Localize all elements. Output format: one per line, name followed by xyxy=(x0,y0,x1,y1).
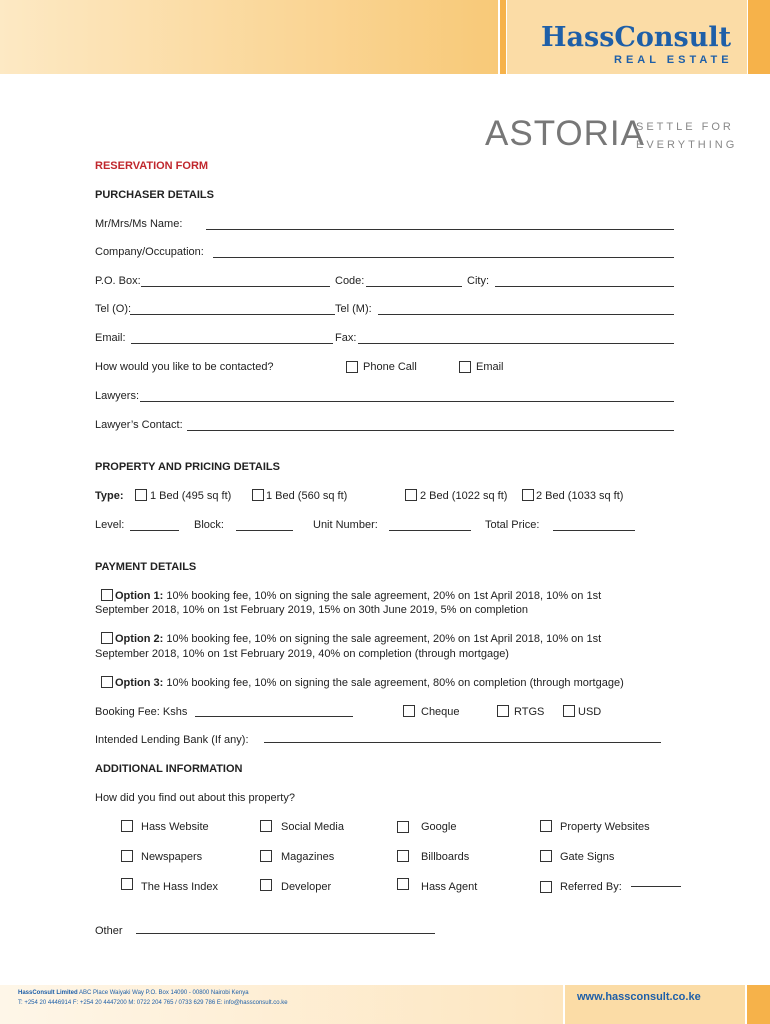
tel-office-label: Tel (O): xyxy=(95,303,132,315)
hass-agent-checkbox[interactable] xyxy=(397,878,409,890)
footer-website-link[interactable]: www.hassconsult.co.ke xyxy=(577,991,701,1003)
type-2bed-1022-checkbox[interactable] xyxy=(405,489,417,501)
type-1bed-560-checkbox[interactable] xyxy=(252,489,264,501)
company-field[interactable] xyxy=(213,257,674,258)
booking-fee-label: Booking Fee: Kshs xyxy=(95,706,188,718)
lawyers-label: Lawyers: xyxy=(95,390,140,402)
option-1-text xyxy=(115,590,601,603)
tel-mobile-field[interactable] xyxy=(378,314,674,315)
option-1-line-2: September 2018, 10% on 1st February 2019, 15% on 30th June 2019, 5% on completion xyxy=(95,604,528,616)
google-checkbox[interactable] xyxy=(397,821,409,833)
magazines-label: Magazines xyxy=(281,851,335,863)
lending-bank-label: Intended Lending Bank (If any): xyxy=(95,734,249,746)
hass-index-checkbox[interactable] xyxy=(121,878,133,890)
header-accent xyxy=(500,0,506,74)
additional-heading: ADDITIONAL INFORMATION xyxy=(95,763,243,775)
lawyers-field[interactable] xyxy=(140,401,674,402)
hass-website-label: Hass Website xyxy=(141,821,209,833)
astoria-logo: ASTORIA xyxy=(485,114,646,153)
footer-address-line xyxy=(18,990,249,996)
header-band xyxy=(0,0,498,74)
usd-label: USD xyxy=(578,706,602,718)
rtgs-checkbox[interactable] xyxy=(497,705,509,717)
email-contact-checkbox[interactable] xyxy=(459,361,471,373)
lending-bank-field[interactable] xyxy=(264,742,661,743)
option-1-line-1: 10% booking fee, 10% on signing the sale agreement, 20% on 1st April 2018, 10% on 1st xyxy=(163,590,602,602)
level-label: Level: xyxy=(95,519,125,531)
referred-by-checkbox[interactable] xyxy=(540,881,552,893)
unit-number-field[interactable] xyxy=(389,530,471,531)
booking-fee-field[interactable] xyxy=(195,716,353,717)
unit-number-label: Unit Number: xyxy=(313,519,378,531)
total-price-label: Total Price: xyxy=(485,519,540,531)
option-3-line-1: 10% booking fee, 10% on signing the sale agreement, 80% on completion (through mortgage) xyxy=(163,677,624,689)
option-2-text xyxy=(115,633,601,646)
purchaser-heading: PURCHASER DETAILS xyxy=(95,189,214,201)
billboards-checkbox[interactable] xyxy=(397,850,409,862)
property-websites-label: Property Websites xyxy=(560,821,650,833)
header-accent-right xyxy=(748,0,770,74)
type-1bed-560-label: 1 Bed (560 sq ft) xyxy=(266,490,348,502)
company-logo-subtitle: REAL ESTATE xyxy=(614,54,733,66)
footer-contacts: T: +254 20 4446914 F: +254 20 4447200 M: 0722 204 765 / 0733 629 786 E: info@hassconsult.co.ke xyxy=(18,1000,288,1006)
fax-field[interactable] xyxy=(358,343,674,344)
cheque-label: Cheque xyxy=(421,706,460,718)
email-label: Email: xyxy=(95,332,126,344)
contact-question: How would you like to be contacted? xyxy=(95,361,274,373)
hass-index-label: The Hass Index xyxy=(141,881,219,893)
po-box-label: P.O. Box: xyxy=(95,275,141,287)
payment-heading: PAYMENT DETAILS xyxy=(95,561,197,573)
phone-call-label: Phone Call xyxy=(363,361,417,373)
phone-call-checkbox[interactable] xyxy=(346,361,358,373)
social-media-checkbox[interactable] xyxy=(260,820,272,832)
option-2-line-2: September 2018, 10% on 1st February 2019, 40% on completion (through mortgage) xyxy=(95,648,509,660)
magazines-checkbox[interactable] xyxy=(260,850,272,862)
po-box-field[interactable] xyxy=(141,286,330,287)
tel-mobile-label: Tel (M): xyxy=(335,303,372,315)
gate-signs-checkbox[interactable] xyxy=(540,850,552,862)
form-title: RESERVATION FORM xyxy=(95,160,209,172)
city-field[interactable] xyxy=(495,286,674,287)
developer-label: Developer xyxy=(281,881,332,893)
name-label: Mr/Mrs/Ms Name: xyxy=(95,218,183,230)
source-question: How did you find out about this property? xyxy=(95,792,295,804)
google-label: Google xyxy=(421,821,457,833)
option-1-checkbox[interactable] xyxy=(101,589,113,601)
newspapers-label: Newspapers xyxy=(141,851,203,863)
option-3-label: Option 3: xyxy=(115,677,164,689)
name-field[interactable] xyxy=(206,229,674,230)
property-websites-checkbox[interactable] xyxy=(540,820,552,832)
gate-signs-label: Gate Signs xyxy=(560,851,615,863)
type-2bed-1022-label: 2 Bed (1022 sq ft) xyxy=(420,490,508,502)
block-label: Block: xyxy=(194,519,224,531)
type-2bed-1033-label: 2 Bed (1033 sq ft) xyxy=(536,490,624,502)
tel-office-field[interactable] xyxy=(130,314,335,315)
email-contact-label: Email xyxy=(476,361,504,373)
option-2-label: Option 2: xyxy=(115,633,164,645)
type-2bed-1033-checkbox[interactable] xyxy=(522,489,534,501)
email-field[interactable] xyxy=(131,343,333,344)
rtgs-label: RTGS xyxy=(514,706,545,718)
level-field[interactable] xyxy=(130,530,179,531)
code-field[interactable] xyxy=(366,286,462,287)
lawyer-contact-field[interactable] xyxy=(187,430,674,431)
property-heading: PROPERTY AND PRICING DETAILS xyxy=(95,461,280,473)
social-media-label: Social Media xyxy=(281,821,344,833)
lawyer-contact-label: Lawyer’s Contact: xyxy=(95,419,183,431)
option-1-label: Option 1: xyxy=(115,590,164,602)
type-1bed-495-label: 1 Bed (495 sq ft) xyxy=(150,490,232,502)
hass-agent-label: Hass Agent xyxy=(421,881,478,893)
other-label: Other xyxy=(95,925,123,937)
fax-label: Fax: xyxy=(335,332,357,344)
usd-checkbox[interactable] xyxy=(563,705,575,717)
block-field[interactable] xyxy=(236,530,293,531)
tagline-line-2: EVERYTHING xyxy=(636,139,738,151)
option-3-checkbox[interactable] xyxy=(101,676,113,688)
company-label: Company/Occupation: xyxy=(95,246,204,258)
footer-accent xyxy=(747,985,770,1024)
developer-checkbox[interactable] xyxy=(260,879,272,891)
option-2-line-1: 10% booking fee, 10% on signing the sale agreement, 20% on 1st April 2018, 10% on 1st xyxy=(163,633,602,645)
billboards-label: Billboards xyxy=(421,851,470,863)
footer-company: HassConsult Limited xyxy=(18,990,78,996)
footer-address: ABC Place Waiyaki Way P.O. Box 14090 - 00800 Nairobi Kenya xyxy=(77,990,249,996)
referred-by-field[interactable] xyxy=(631,886,681,887)
option-3-text xyxy=(115,677,624,690)
newspapers-checkbox[interactable] xyxy=(121,850,133,862)
tagline-line-1: SETTLE FOR xyxy=(636,121,734,133)
type-1bed-495-checkbox[interactable] xyxy=(135,489,147,501)
referred-by-label: Referred By: xyxy=(560,881,622,893)
code-label: Code: xyxy=(335,275,365,287)
city-label: City: xyxy=(467,275,489,287)
hass-website-checkbox[interactable] xyxy=(121,820,133,832)
type-label: Type: xyxy=(95,490,124,502)
total-price-field[interactable] xyxy=(553,530,635,531)
cheque-checkbox[interactable] xyxy=(403,705,415,717)
option-2-checkbox[interactable] xyxy=(101,632,113,644)
company-logo: HassConsult xyxy=(541,22,732,53)
other-field[interactable] xyxy=(136,933,435,934)
